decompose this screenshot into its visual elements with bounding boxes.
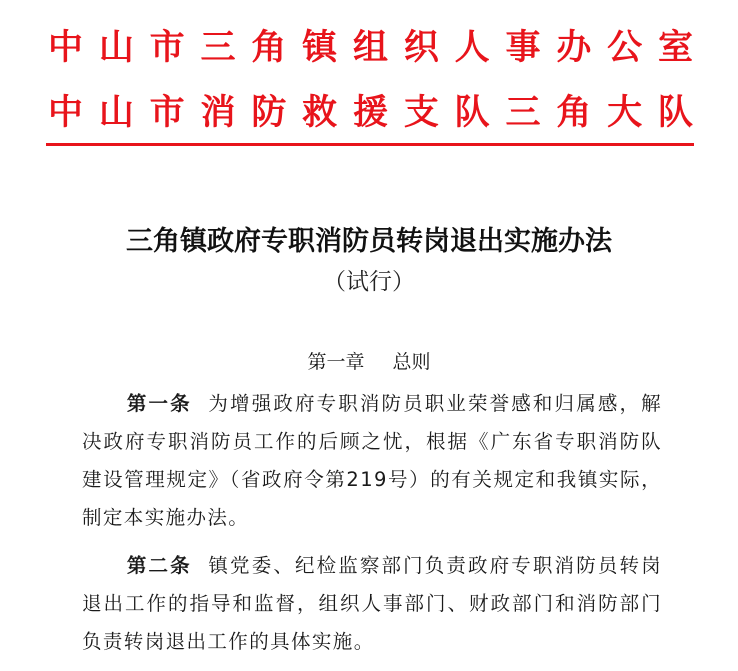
article-text: 为增强政府专职消防员职业荣誉感和归属感，解决政府专职消防员工作的后顾之忧，根据《广东省专职消防队建设管理规定》（省政府令第219号）的有关规定和我镇实际，制定本实施办法。: [82, 392, 662, 529]
article-label: 第一条: [126, 392, 192, 415]
chapter-number: 第一章: [307, 351, 365, 373]
issuer-header-line-1: 中山市三角镇组织人事办公室: [48, 28, 693, 68]
red-header-rule: [46, 143, 694, 146]
article-paragraph-2: [82, 547, 662, 661]
article-paragraph-1: [82, 385, 662, 537]
chapter-heading: [0, 348, 738, 376]
article-text: 镇党委、纪检监察部门负责政府专职消防员转岗退出工作的指导和监督，组织人事部门、财政部门和消防部门负责转岗退出工作的具体实施。: [82, 554, 662, 653]
article-label: 第二条: [126, 554, 192, 577]
document-subtitle: （试行）: [323, 269, 415, 295]
issuer-header-line-2: 中山市消防救援支队三角大队: [48, 93, 693, 133]
chapter-name: 总则: [392, 351, 431, 373]
document-title: 三角镇政府专职消防员转岗退出实施办法: [126, 226, 612, 257]
